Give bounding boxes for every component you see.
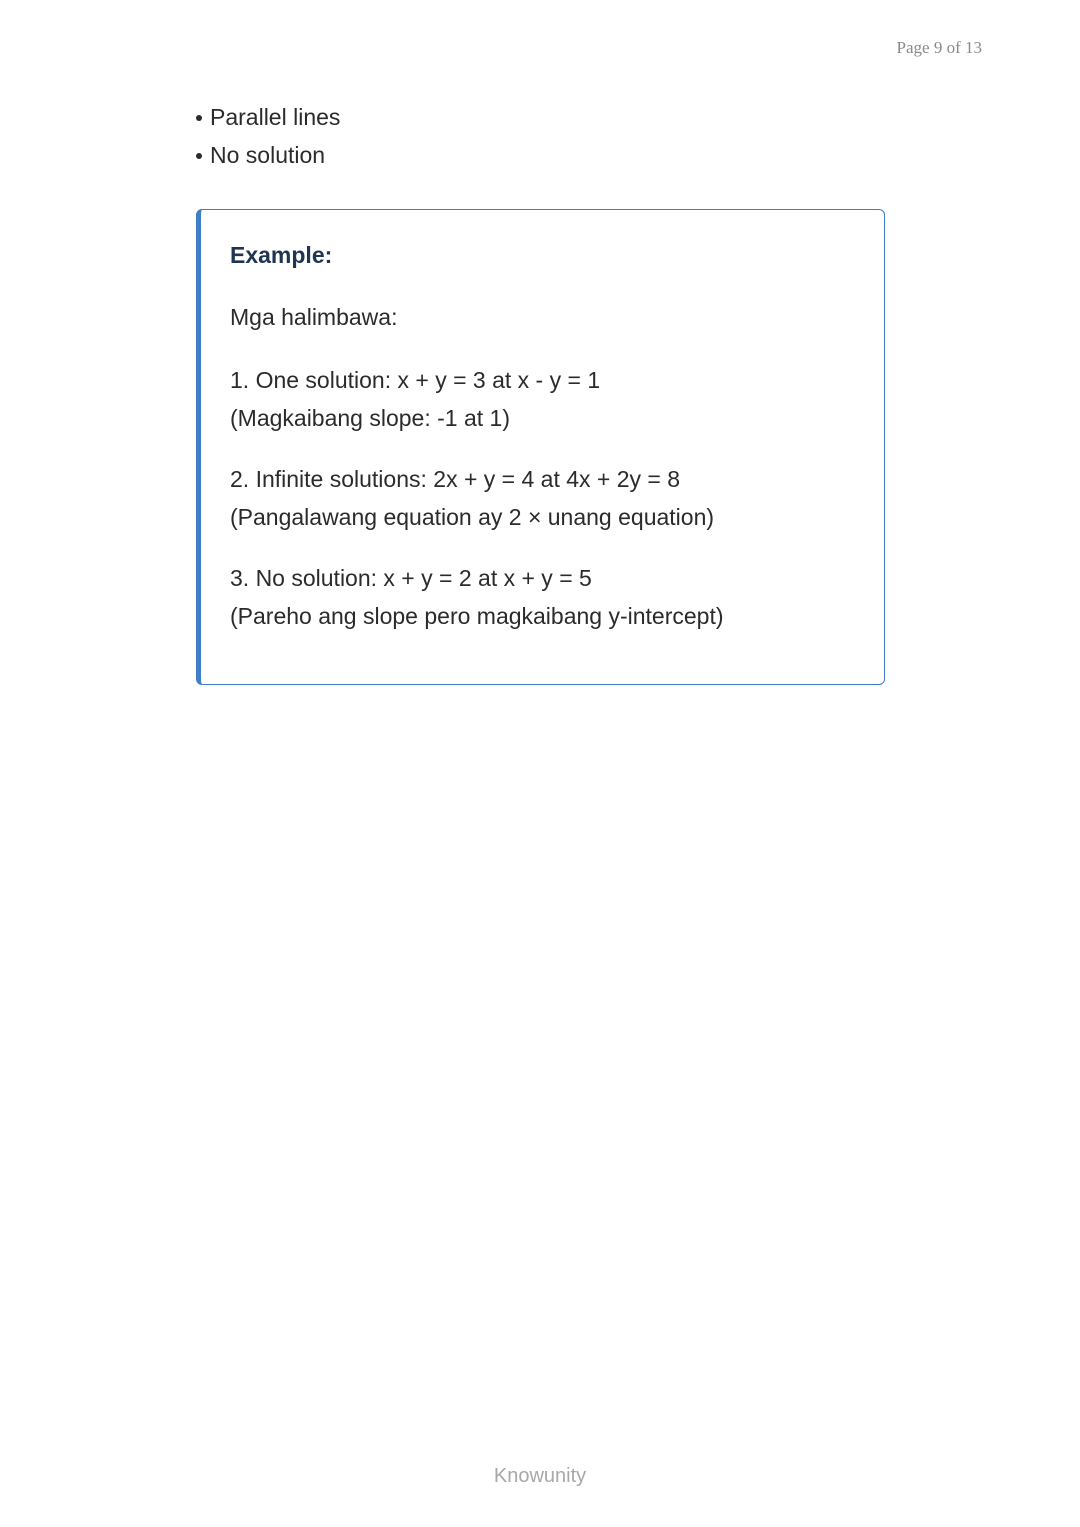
bullet-list bbox=[196, 98, 340, 174]
example-item-note: (Pareho ang slope pero magkaibang y-intercept) bbox=[230, 603, 724, 629]
list-item-text: Parallel lines bbox=[210, 104, 341, 130]
bullet-dot-icon bbox=[196, 153, 202, 159]
list-item bbox=[196, 136, 340, 174]
example-item-equation: 1. One solution: x + y = 3 at x - y = 1 bbox=[230, 367, 601, 393]
example-item-note: (Magkaibang slope: -1 at 1) bbox=[230, 405, 510, 431]
example-item-equation: 3. No solution: x + y = 2 at x + y = 5 bbox=[230, 565, 592, 591]
example-item bbox=[230, 361, 600, 437]
example-title: Example: bbox=[230, 242, 333, 268]
example-item bbox=[230, 460, 714, 536]
list-item-text: No solution bbox=[210, 142, 326, 168]
bullet-dot-icon bbox=[196, 115, 202, 121]
list-item bbox=[196, 98, 340, 136]
footer-brand: Knowunity bbox=[493, 1465, 587, 1487]
example-intro: Mga halimbawa: bbox=[230, 304, 398, 330]
example-box bbox=[196, 209, 885, 685]
example-item-equation: 2. Infinite solutions: 2x + y = 4 at 4x + 2y = 8 bbox=[230, 466, 681, 492]
example-item bbox=[230, 559, 724, 635]
example-item-note: (Pangalawang equation ay 2 × unang equation) bbox=[230, 504, 715, 530]
page-number: Page 9 of 13 bbox=[896, 38, 982, 57]
